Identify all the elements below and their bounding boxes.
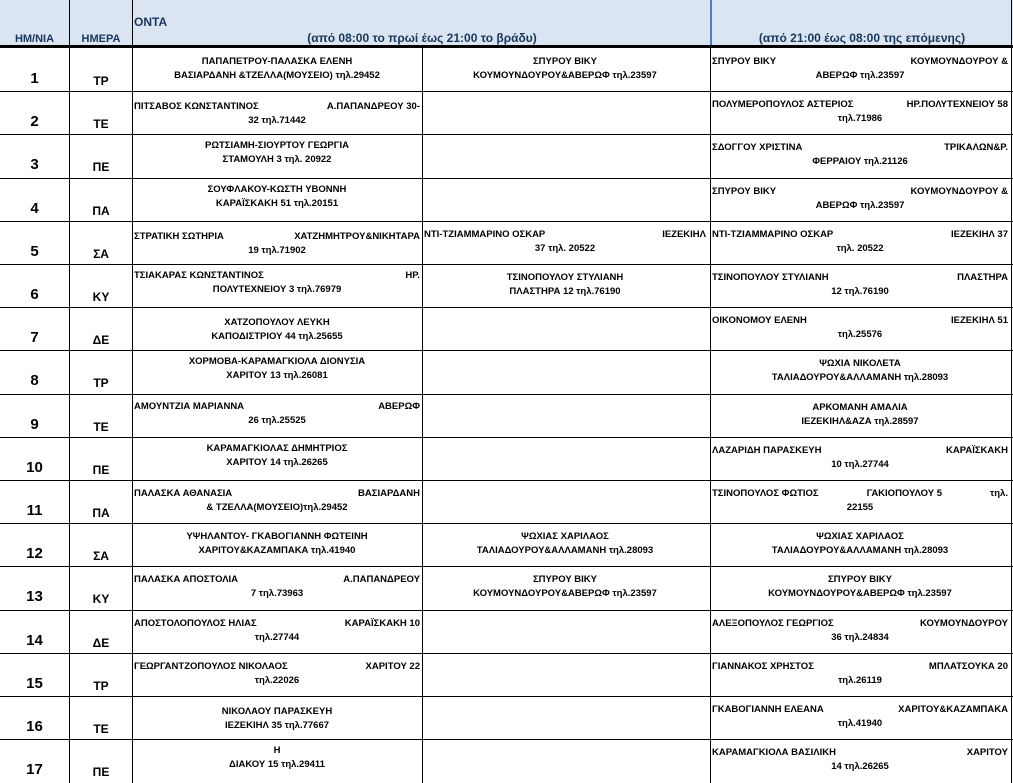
day-shift-pharmacy: ΡΩΤΣΙΑΜΗ-ΣΙΟΥΡΤΟΥ ΓΕΩΡΓΙΑ ΣΤΑΜΟΥΛΗ 3 τηλ. 20922 xyxy=(205,140,349,165)
col-divider xyxy=(422,45,423,783)
row-day: ΠΑ xyxy=(92,506,110,520)
night-shift-pharmacy: ΨΩΧΙΑΣ ΧΑΡΙΛΑΟΣ ΤΑΛΙΑΔΟΥΡΟΥ&ΑΛΛΑΜΑΝΗ τηλ.28093 xyxy=(771,531,949,556)
day-shift-pharmacy: ΝΙΚΟΛΑΟΥ ΠΑΡΑΣΚΕΥΗ ΙΕΖΕΚΙΗΛ 35 τηλ.77667 xyxy=(221,706,333,731)
row-divider xyxy=(0,480,1013,481)
row-divider xyxy=(0,394,1013,395)
row-day: ΤΕ xyxy=(93,420,109,434)
table-row xyxy=(0,91,1013,134)
col-divider xyxy=(1011,0,1012,783)
day-shift-pharmacy: ΧΟΡΜΟΒΑ-ΚΑΡΑΜΑΓΚΙΟΛΑ ΔΙΟΝΥΣΙΑ ΧΑΡΙΤΟΥ 13 τηλ.26081 xyxy=(188,356,366,381)
row-date: 5 xyxy=(30,243,39,260)
extra-shift-pharmacy: ΣΠΥΡΟΥ ΒΙΚΥ ΚΟΥΜΟΥΝΔΟΥΡΟΥ&ΑΒΕΡΩΦ τηλ.23597 xyxy=(473,56,657,81)
night-shift-pharmacy: ΚΑΡΑΜΑΓΚΙΟΛΑ ΒΑΣΙΛΙΚΗ ΧΑΡΙΤΟΥ 14 τηλ.26265 xyxy=(712,747,1008,772)
col-divider xyxy=(132,0,133,783)
night-shift-pharmacy: ΝΤΙ-ΤΖΙΑΜΜΑΡΙΝΟ ΟΣΚΑΡ ΙΕΖΕΚΙΗΛ 37 τηλ. 20522 xyxy=(712,229,1008,254)
row-day: ΤΡ xyxy=(93,74,109,88)
night-shift-pharmacy: ΨΩΧΙΑ ΝΙΚΟΛΕΤΑ ΤΑΛΙΑΔΟΥΡΟΥ&ΑΛΛΑΜΑΝΗ τηλ.28093 xyxy=(771,358,949,383)
header-day: ΗΜΕΡΑ xyxy=(81,33,121,45)
row-divider xyxy=(0,350,1013,351)
night-shift-pharmacy: ΣΠΥΡΟΥ ΒΙΚΥ ΚΟΥΜΟΥΝΔΟΥΡΟΥ & ΑΒΕΡΩΦ τηλ.23597 xyxy=(712,186,1008,211)
night-shift-pharmacy: ΣΔΟΓΓΟΥ ΧΡΙΣΤΙΝΑ ΤΡΙΚΑΛΩΝ&Ρ. ΦΕΡΡΑΙΟΥ τηλ.21126 xyxy=(712,142,1008,167)
row-date: 10 xyxy=(26,459,43,476)
day-shift-pharmacy: ΣΤΡΑΤΙΚΗ ΣΩΤΗΡΙΑ ΧΑΤΖΗΜΗΤΡΟΥ&ΝΙΚΗΤΑΡΑ 19 τηλ.71902 xyxy=(134,231,420,256)
extra-shift-pharmacy: ΤΣΙΝΟΠΟΥΛΟΥ ΣΤΥΛΙΑΝΗ ΠΛΑΣΤΗΡΑ 12 τηλ.76190 xyxy=(506,272,624,297)
table-row xyxy=(0,307,1013,350)
header-bottom-border xyxy=(0,45,1013,48)
night-shift-pharmacy: ΓΙΑΝΝΑΚΟΣ ΧΡΗΣΤΟΣ ΜΠΛΑΤΣΟΥΚΑ 20 τηλ.26119 xyxy=(712,661,1008,686)
night-shift-pharmacy: ΟΙΚΟΝΟΜΟΥ ΕΛΕΝΗ ΙΕΖΕΚΙΗΛ 51 τηλ.25576 xyxy=(712,315,1008,340)
row-date: 16 xyxy=(26,718,43,735)
day-shift-pharmacy: ΧΑΤΖΟΠΟΥΛΟΥ ΛΕΥΚΗ ΚΑΠΟΔΙΣΤΡΙΟΥ 44 τηλ.25655 xyxy=(211,317,343,342)
night-shift-pharmacy: ΛΑΖΑΡΙΔΗ ΠΑΡΑΣΚΕΥΗ ΚΑΡΑΪΣΚΑΚΗ 10 τηλ.27744 xyxy=(712,445,1008,470)
row-day: ΣΑ xyxy=(93,247,109,261)
table-row xyxy=(0,523,1013,566)
row-divider xyxy=(0,437,1013,438)
row-day: ΤΕ xyxy=(93,722,109,736)
day-shift-pharmacy: ΑΜΟΥΝΤΖΙΑ ΜΑΡΙΑΝΝΑ ΑΒΕΡΩΦ 26 τηλ.25525 xyxy=(134,401,420,426)
night-shift-pharmacy: ΑΛΕΞΟΠΟΥΛΟΣ ΓΕΩΡΓΙΟΣ ΚΟΥΜΟΥΝΔΟΥΡΟΥ 36 τηλ.24834 xyxy=(712,618,1008,643)
table-row xyxy=(0,48,1013,91)
row-divider xyxy=(0,566,1013,567)
night-shift-pharmacy: ΓΚΑΒΟΓΙΑΝΝΗ ΕΛΕΑΝΑ ΧΑΡΙΤΟΥ&ΚΑΖΑΜΠΑΚΑ τηλ.41940 xyxy=(712,704,1008,729)
day-shift-pharmacy: ΠΑΛΑΣΚΑ ΑΘΑΝΑΣΙΑ ΒΑΣΙΑΡΔΑΝΗ & ΤΖΕΛΛΑ(ΜΟΥΣΕΙΟ)τηλ.29452 xyxy=(134,488,420,513)
day-shift-pharmacy: ΠΑΛΑΣΚΑ ΑΠΟΣΤΟΛΙΑ Α.ΠΑΠΑΝΔΡΕΟΥ 7 τηλ.73963 xyxy=(134,574,420,599)
row-day: ΠΕ xyxy=(92,160,110,174)
row-divider xyxy=(0,264,1013,265)
table-row xyxy=(0,739,1013,782)
row-day: ΔΕ xyxy=(92,636,110,650)
night-shift-pharmacy: ΤΣΙΝΟΠΟΥΛΟΥ ΣΤΥΛΙΑΝΗ ΠΛΑΣΤΗΡΑ 12 τηλ.76190 xyxy=(712,272,1008,297)
row-divider xyxy=(0,653,1013,654)
night-shift-pharmacy: ΣΠΥΡΟΥ ΒΙΚΥ ΚΟΥΜΟΥΝΔΟΥΡΟΥ & ΑΒΕΡΩΦ τηλ.23597 xyxy=(712,56,1008,81)
day-shift-pharmacy: ΓΕΩΡΓΑΝΤΖΟΠΟΥΛΟΣ ΝΙΚΟΛΑΟΣ ΧΑΡΙΤΟΥ 22 τηλ.22026 xyxy=(134,661,420,686)
table-row xyxy=(0,264,1013,307)
row-divider xyxy=(0,178,1013,179)
row-divider xyxy=(0,523,1013,524)
row-date: 4 xyxy=(30,200,39,217)
row-day: ΤΡ xyxy=(93,679,109,693)
header-night-shift: (από 21:00 έως 08:00 της επόμενης) xyxy=(758,31,966,45)
row-day: ΤΡ xyxy=(93,376,109,390)
day-shift-pharmacy: ΤΣΙΑΚΑΡΑΣ ΚΩΝΣΤΑΝΤΙΝΟΣ ΗΡ. ΠΟΛΥΤΕΧΝΕΙΟΥ 3 τηλ.76979 xyxy=(134,270,420,295)
row-date: 1 xyxy=(30,70,39,87)
table-row xyxy=(0,696,1013,739)
row-divider xyxy=(0,91,1013,92)
header-date: ΗΜ/ΝΙΑ xyxy=(14,33,55,45)
day-shift-pharmacy: ΠΙΤΣΑΒΟΣ ΚΩΝΣΤΑΝΤΙΝΟΣ Α.ΠΑΠΑΝΔΡΕΟΥ 30- 32 τηλ.71442 xyxy=(134,101,420,126)
day-shift-pharmacy: ΚΑΡΑΜΑΓΚΙΟΛΑΣ ΔΗΜΗΤΡΙΟΣ ΧΑΡΙΤΟΥ 14 τηλ.26265 xyxy=(206,443,348,468)
table-row xyxy=(0,566,1013,609)
day-shift-pharmacy: ΥΨΗΛΑΝΤΟΥ- ΓΚΑΒΟΓΙΑΝΝΗ ΦΩΤΕΙΝΗ ΧΑΡΙΤΟΥ&ΚΑΖΑΜΠΑΚΑ τηλ.41940 xyxy=(186,531,368,556)
day-shift-pharmacy: ΠΑΠΑΠΕΤΡΟΥ-ΠΑΛΑΣΚΑ ΕΛΕΝΗ ΒΑΣΙΑΡΔΑΝΗ &ΤΖΕΛΛΑ(ΜΟΥΣΕΙΟ) τηλ.29452 xyxy=(174,56,380,81)
row-day: ΔΕ xyxy=(92,333,110,347)
night-shift-pharmacy: ΠΟΛΥΜΕΡΟΠΟΥΛΟΣ ΑΣΤΕΡΙΟΣ ΗΡ.ΠΟΛΥΤΕΧΝΕΙΟΥ 58 τηλ.71986 xyxy=(712,99,1008,124)
night-shift-pharmacy: ΤΣΙΝΟΠΟΥΛΟΣ ΦΩΤΙΟΣ ΓΑΚΙΟΠΟΥΛΟΥ 5 τηλ. 22155 xyxy=(712,488,1008,513)
row-date: 14 xyxy=(26,632,43,649)
extra-shift-pharmacy: ΨΩΧΙΑΣ ΧΑΡΙΛΑΟΣ ΤΑΛΙΑΔΟΥΡΟΥ&ΑΛΛΑΜΑΝΗ τηλ.28093 xyxy=(476,531,654,556)
extra-shift-pharmacy: ΣΠΥΡΟΥ ΒΙΚΥ ΚΟΥΜΟΥΝΔΟΥΡΟΥ&ΑΒΕΡΩΦ τηλ.23597 xyxy=(473,574,657,599)
row-divider xyxy=(0,739,1013,740)
table-row xyxy=(0,437,1013,480)
header-day-shift: (από 08:00 το πρωί έως 21:00 το βράδυ) xyxy=(307,31,537,45)
row-date: 12 xyxy=(26,545,43,562)
row-day: ΤΕ xyxy=(93,117,109,131)
table-row xyxy=(0,178,1013,221)
table-row xyxy=(0,350,1013,393)
row-day: ΚΥ xyxy=(92,592,110,606)
row-day: ΠΕ xyxy=(92,765,110,779)
day-shift-pharmacy: ΑΠΟΣΤΟΛΟΠΟΥΛΟΣ ΗΛΙΑΣ ΚΑΡΑΪΣΚΑΚΗ 10 τηλ.27744 xyxy=(134,618,420,643)
row-day: ΚΥ xyxy=(92,290,110,304)
header-title-fragment: ΟΝΤΑ xyxy=(134,15,168,29)
row-divider xyxy=(0,610,1013,611)
row-date: 17 xyxy=(26,761,43,778)
row-date: 13 xyxy=(26,588,43,605)
day-shift-pharmacy: ΣΟΥΦΛΑΚΟΥ-ΚΩΣΤΗ ΥΒΟΝΝΗ ΚΑΡΑΪΣΚΑΚΗ 51 τηλ.20151 xyxy=(207,184,347,209)
row-date: 8 xyxy=(30,372,39,389)
row-day: ΠΑ xyxy=(92,204,110,218)
row-divider xyxy=(0,307,1013,308)
row-divider xyxy=(0,134,1013,135)
row-date: 2 xyxy=(30,113,39,130)
table-row xyxy=(0,221,1013,264)
table-row xyxy=(0,653,1013,696)
night-shift-pharmacy: ΣΠΥΡΟΥ ΒΙΚΥ ΚΟΥΜΟΥΝΔΟΥΡΟΥ&ΑΒΕΡΩΦ τηλ.23597 xyxy=(768,574,952,599)
row-day: ΣΑ xyxy=(93,549,109,563)
row-date: 11 xyxy=(26,502,43,519)
table-row xyxy=(0,394,1013,437)
table-row xyxy=(0,480,1013,523)
row-divider xyxy=(0,696,1013,697)
col-divider xyxy=(710,45,711,783)
table-row xyxy=(0,134,1013,177)
row-date: 15 xyxy=(26,675,43,692)
day-shift-pharmacy: Η ΔΙΑΚΟΥ 15 τηλ.29411 xyxy=(229,745,325,770)
row-divider xyxy=(0,221,1013,222)
night-shift-pharmacy: ΑΡΚΟΜΑΝΗ ΑΜΑΛΙΑ ΙΕΖΕΚΙΗΛ&ΑΖΑ τηλ.28597 xyxy=(801,402,919,427)
row-date: 6 xyxy=(30,286,39,303)
row-date: 7 xyxy=(30,329,39,346)
table-row xyxy=(0,610,1013,653)
row-day: ΠΕ xyxy=(92,463,110,477)
extra-shift-pharmacy: ΝΤΙ-ΤΖΙΑΜΜΑΡΙΝΟ ΟΣΚΑΡ ΙΕΖΕΚΙΗΛ 37 τηλ. 20522 xyxy=(424,229,706,254)
row-date: 3 xyxy=(30,156,39,173)
col-divider xyxy=(69,0,70,783)
row-date: 9 xyxy=(30,416,39,433)
